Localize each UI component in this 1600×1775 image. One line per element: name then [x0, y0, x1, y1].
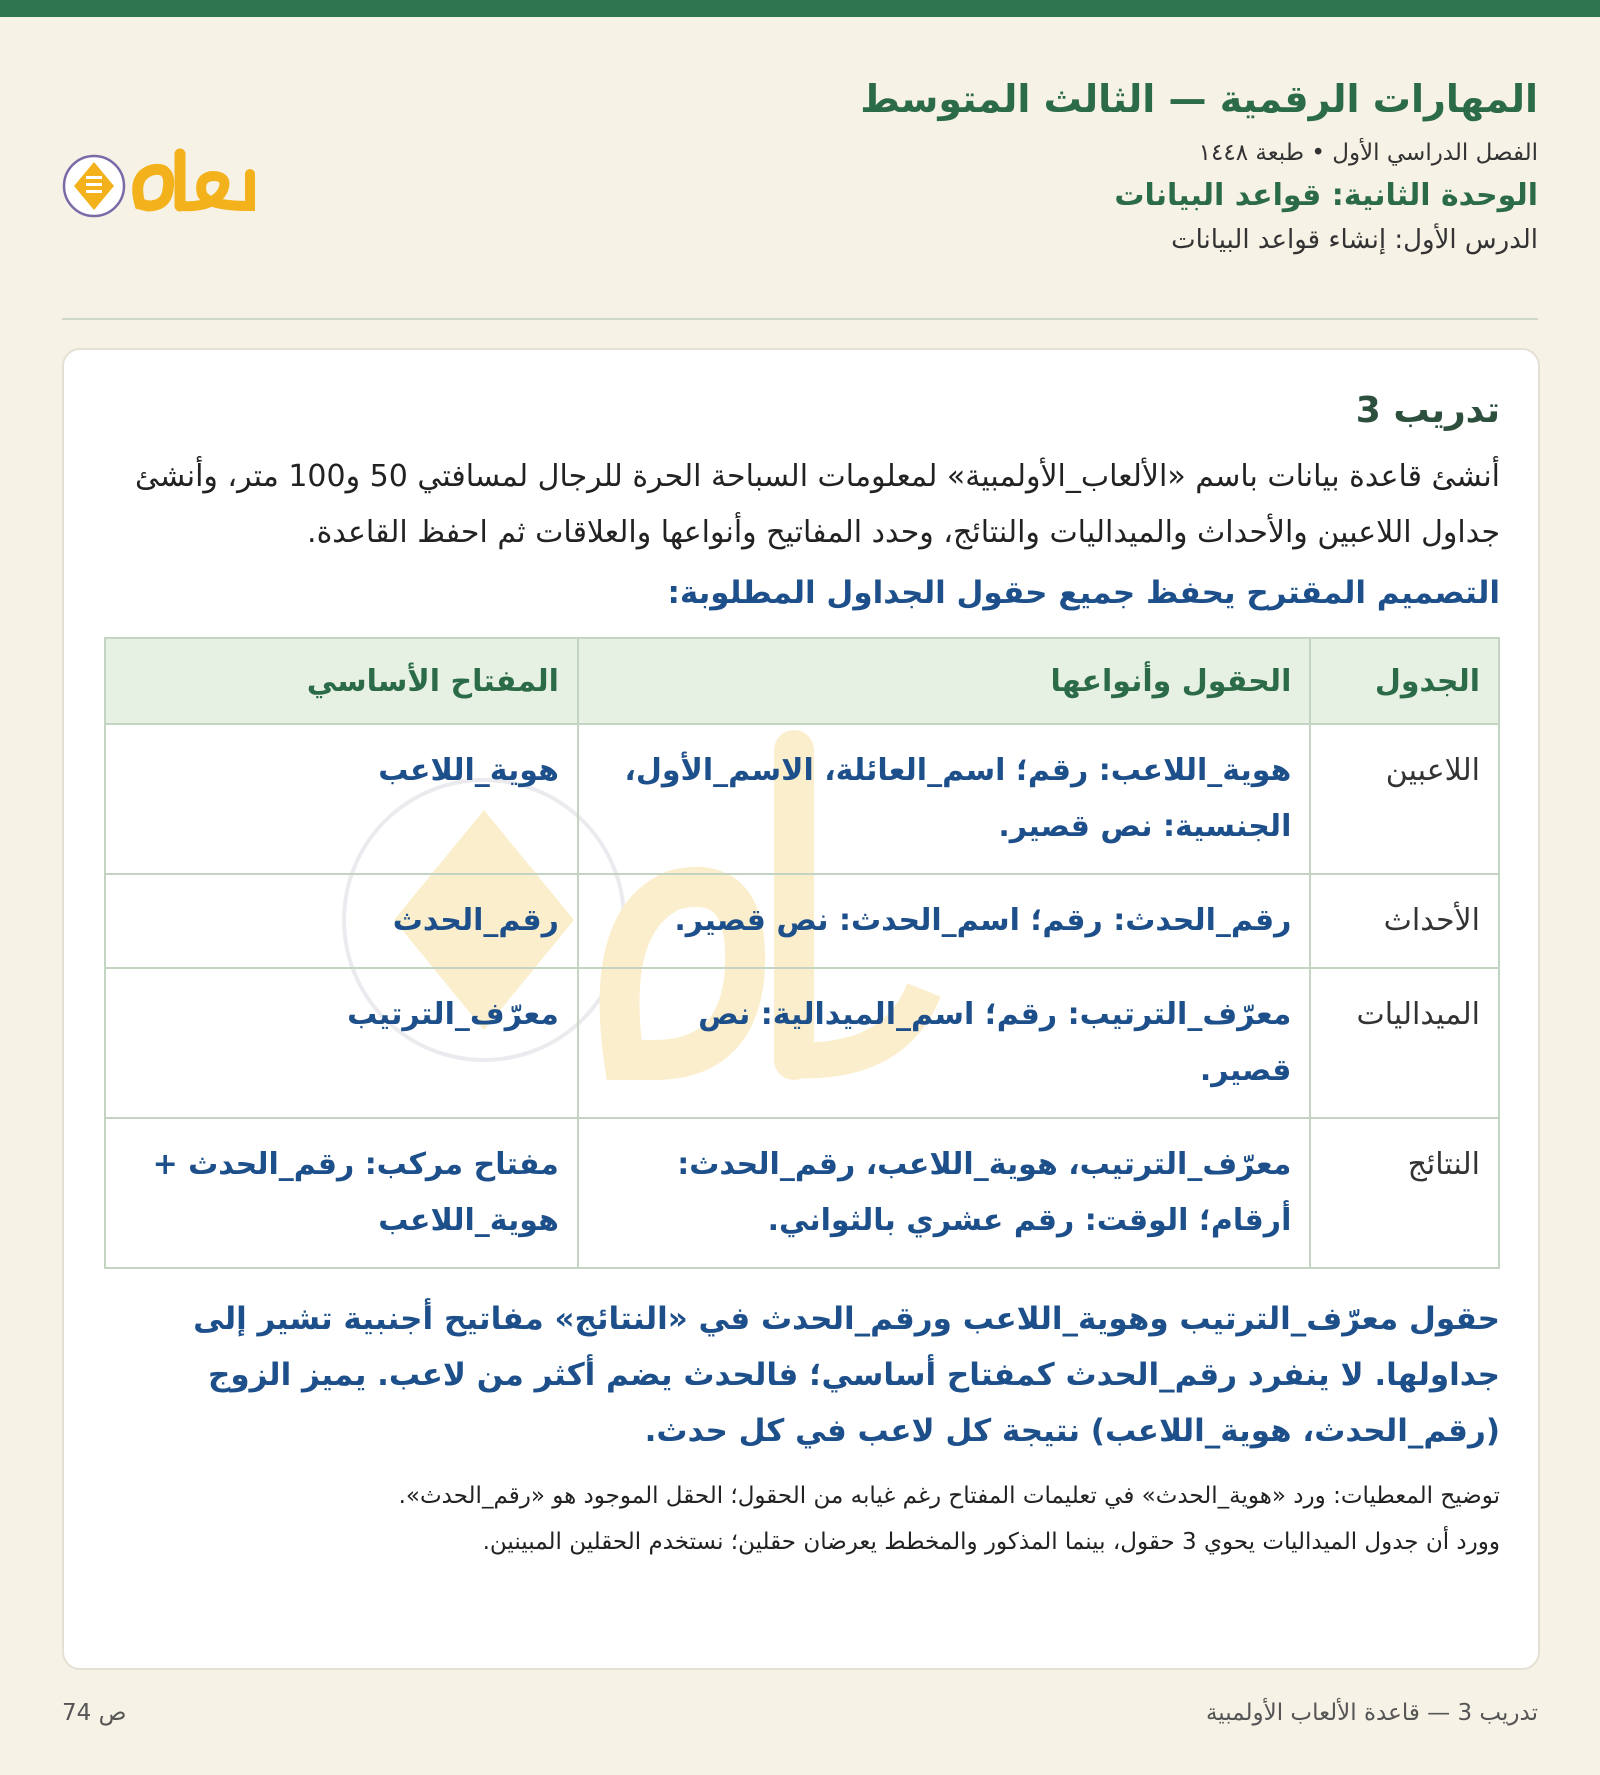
unit-title: الوحدة الثانية: قواعد البيانات: [1114, 177, 1538, 213]
exercise-card: [62, 348, 1540, 1670]
header-primary-key: المفتاح الأساسي: [105, 638, 578, 724]
primary-key-cell: رقم_الحدث: [105, 874, 578, 968]
fields-cell: معرّف_الترتيب: رقم؛ اسم_الميدالية: نص قصير.: [578, 968, 1310, 1118]
table-name-cell: النتائج: [1310, 1118, 1499, 1268]
table-row: [105, 724, 1499, 874]
exercise-question: أنشئ قاعدة بيانات باسم «الألعاب_الأولمبية» لمعلومات السباحة الحرة للرجال لمسافتي 50 و100 متر، وأنشئ جداول اللاعبين والأحداث والميداليات والنتائج، وحدد المفاتيح وأنواعها والعلاقات ثم احفظ القاعدة.: [134, 459, 1500, 550]
primary-key-cell: معرّف_الترتيب: [105, 968, 578, 1118]
footer-title: تدريب 3 — قاعدة الألعاب الأولمبية: [1205, 1700, 1538, 1726]
design-table: [104, 637, 1500, 1269]
foreign-key-note: حقول معرّف_الترتيب وهوية_اللاعب ورقم_الحدث في «النتائج» مفاتيح أجنبية تشير إلى جداولها. لا ينفرد رقم_الحدث كمفتاح أساسي؛ فالحدث يضم أكثر من لاعب. يميز الزوج (رقم_الحدث، هوية_اللاعب) نتيجة كل لاعب في كل حدث.: [193, 1301, 1500, 1449]
header-table: الجدول: [1310, 638, 1499, 724]
table-name-cell: الميداليات: [1310, 968, 1499, 1118]
page-header: [62, 62, 1538, 320]
exercise-title: تدريب 3: [1355, 390, 1500, 431]
clarification-line-1: توضيح المعطيات: ورد «هوية_الحدث» في تعليمات المفتاح رغم غيابه من الحقول؛ الحقل الموجود هو «رقم_الحدث».: [398, 1483, 1500, 1509]
fields-cell: معرّف_الترتيب، هوية_اللاعب، رقم_الحدث: أرقام؛ الوقت: رقم عشري بالثواني.: [578, 1118, 1310, 1268]
table-row: [105, 968, 1499, 1118]
lesson-title: الدرس الأول: إنشاء قواعد البيانات: [1171, 224, 1538, 255]
header-fields: الحقول وأنواعها: [578, 638, 1310, 724]
fields-cell: رقم_الحدث: رقم؛ اسم_الحدث: نص قصير.: [578, 874, 1310, 968]
card-content: [120, 390, 1500, 1565]
hulul-logo-icon: [62, 146, 292, 226]
table-header-row: [105, 638, 1499, 724]
header-text: [860, 78, 1538, 255]
page-number: ص 74: [62, 1700, 127, 1726]
design-intro: التصميم المقترح يحفظ جميع حقول الجداول المطلوبة:: [667, 575, 1500, 611]
primary-key-cell: هوية_اللاعب: [105, 724, 578, 874]
table-row: [105, 1118, 1499, 1268]
fields-cell: هوية_اللاعب: رقم؛ اسم_العائلة، الاسم_الأول، الجنسية: نص قصير.: [578, 724, 1310, 874]
table-row: [105, 874, 1499, 968]
top-bar: [0, 0, 1600, 17]
table-name-cell: الأحداث: [1310, 874, 1499, 968]
clarification-line-2: وورد أن جدول الميداليات يحوي 3 حقول، بينما المذكور والمخطط يعرضان حقلين؛ نستخدم الحقلين المبينين.: [482, 1529, 1500, 1555]
primary-key-cell: مفتاح مركب: رقم_الحدث + هوية_اللاعب: [105, 1118, 578, 1268]
page-subtitle: الفصل الدراسي الأول • طبعة ١٤٤٨: [1198, 139, 1538, 166]
table-name-cell: اللاعبين: [1310, 724, 1499, 874]
page-title: المهارات الرقمية — الثالث المتوسط: [860, 77, 1538, 121]
